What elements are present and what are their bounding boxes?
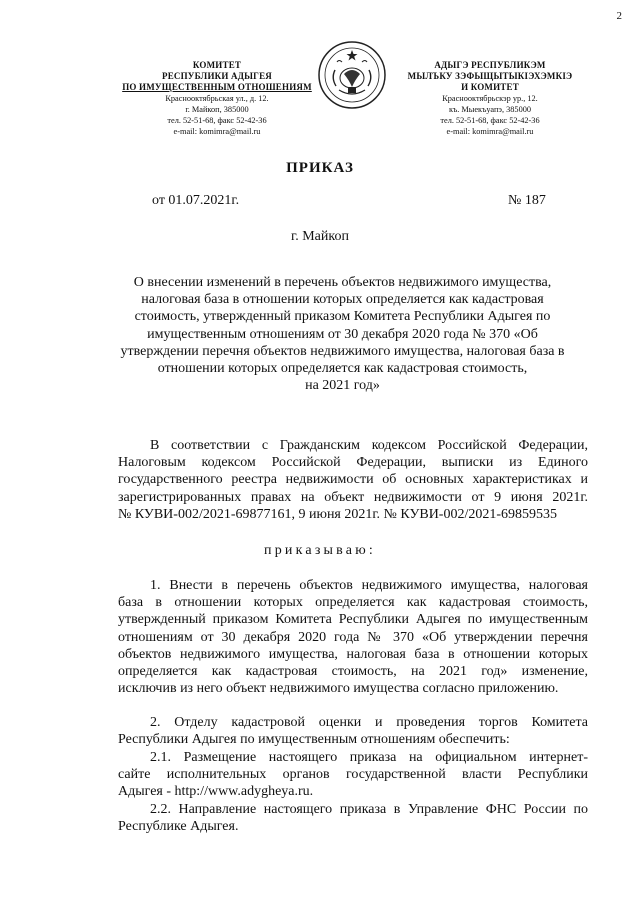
document-city: г. Майкоп <box>291 229 349 244</box>
subject-line: О внесении изменений в перечень объектов недвижимого имущества, <box>133 275 552 290</box>
item-1-paragraph <box>118 577 588 697</box>
item-2-1-line: Адыгея - http://www.adygheya.ru. <box>118 784 314 800</box>
item-2-1-paragraph <box>118 749 588 801</box>
header-right-address-3: тел. 52-51-68, факс 52-42-36 <box>440 116 540 125</box>
header-left-title-2: РЕСПУБЛИКИ АДЫГЕЯ <box>162 71 272 81</box>
item-1-line: база в отношении которых определяется как кадастровая стоимость, <box>118 595 588 611</box>
header-right-address-4: e-mail: komimra@mail.ru <box>446 127 534 136</box>
header-right-address-1: Краснооктябрьскэр ур., 12. <box>442 94 538 103</box>
header-left <box>112 60 322 137</box>
preamble-line: зарегистрированных правах на объект недвижимости от 9 июня 2021г. <box>118 489 588 505</box>
preamble-line: Налоговым кодексом Российской Федерации, выписки из Единого <box>118 455 588 471</box>
item-2-2-paragraph <box>118 801 588 835</box>
item-1-line: отношениям от 30 декабря 2020 года № 370 «Об утверждении перечня <box>118 629 588 645</box>
header-left-title-1: КОМИТЕТ <box>192 60 242 70</box>
subject-line: утверждении перечня объектов недвижимого имущества, налоговая база в <box>120 343 565 359</box>
header-right <box>390 60 590 137</box>
item-1-line: утвержденный приказом Комитета Республики Адыгея по имущественным <box>118 612 588 628</box>
header-right-title-1: АДЫГЭ РЕСПУБЛИКЭМ <box>434 60 546 70</box>
header-left-address-1: Краснооктябрьская ул., д. 12. <box>165 94 269 103</box>
preamble-paragraph <box>118 437 588 523</box>
item-2-2-line: Республике Адыгея. <box>118 819 239 835</box>
emblem-seal-icon <box>317 40 387 110</box>
page-number: 2 <box>616 10 622 22</box>
item-2-1-line: сайте исполнительных органов государственной власти Республики <box>118 767 588 783</box>
item-2-2-line: 2.2. Направление настоящего приказа в Управление ФНС России по <box>150 802 588 817</box>
item-2-paragraph <box>118 714 588 748</box>
item-2-line: Республики Адыгея по имущественным отношениям обеспечить: <box>118 732 510 748</box>
item-1-line: объектов недвижимого имущества, налоговая база в отношении которых <box>118 646 588 662</box>
item-1-line: определяется как кадастровая стоимость, на 2021 год» изменение, <box>118 664 588 680</box>
item-1-line: 1. Внести в перечень объектов недвижимого имущества, налоговая <box>150 578 588 593</box>
document-number: № 187 <box>508 193 546 208</box>
subject-line: на 2021 год» <box>305 378 380 394</box>
document-type: ПРИКАЗ <box>286 160 354 176</box>
subject-line: налоговая база в отношении которых определяется как кадастровая <box>141 292 544 308</box>
subject-line: отношении которых определяется как кадастровая стоимость, <box>157 361 528 377</box>
subject-line: имущественным отношениям от 30 декабря 2020 года № 370 «Об <box>147 326 538 342</box>
preamble-line: государственного реестра недвижимости об основных характеристиках и <box>118 472 588 488</box>
header-left-address-3: тел. 52-51-68, факс 52-42-36 <box>167 116 267 125</box>
item-2-line: 2. Отделу кадастровой оценки и проведения торгов Комитета <box>150 715 588 730</box>
header-left-title-3: ПО ИМУЩЕСТВЕННЫМ ОТНОШЕНИЯМ <box>122 82 312 92</box>
subject-line: стоимость, утвержденный приказом Комитета Республики Адыгея по <box>134 309 551 325</box>
header-right-title-2: МЫЛЪКУ ЗЭФЫЩЫТЫКІЭХЭМКІЭ <box>407 71 573 81</box>
header-left-address-4: e-mail: komimra@mail.ru <box>173 127 261 136</box>
preamble-line: № КУВИ-002/2021-69877161, 9 июня 2021г. № КУВИ-002/2021-69859535 <box>118 506 558 522</box>
order-word: приказываю: <box>264 543 376 558</box>
preamble-line: В соответствии с Гражданским кодексом Российской Федерации, <box>150 438 588 453</box>
item-2-1-line: 2.1. Размещение настоящего приказа на официальном интернет- <box>150 750 588 765</box>
header-left-address-2: г. Майкоп, 385000 <box>185 105 249 114</box>
header-right-title-3: И КОМИТЕТ <box>461 82 519 92</box>
document-date: от 01.07.2021г. <box>152 193 240 208</box>
header-right-address-2: къ. Мыекъуапэ, 385000 <box>448 105 532 114</box>
item-1-line: исключив из него объект недвижимого имущества согласно приложению. <box>118 681 559 697</box>
document-subject <box>115 274 570 394</box>
